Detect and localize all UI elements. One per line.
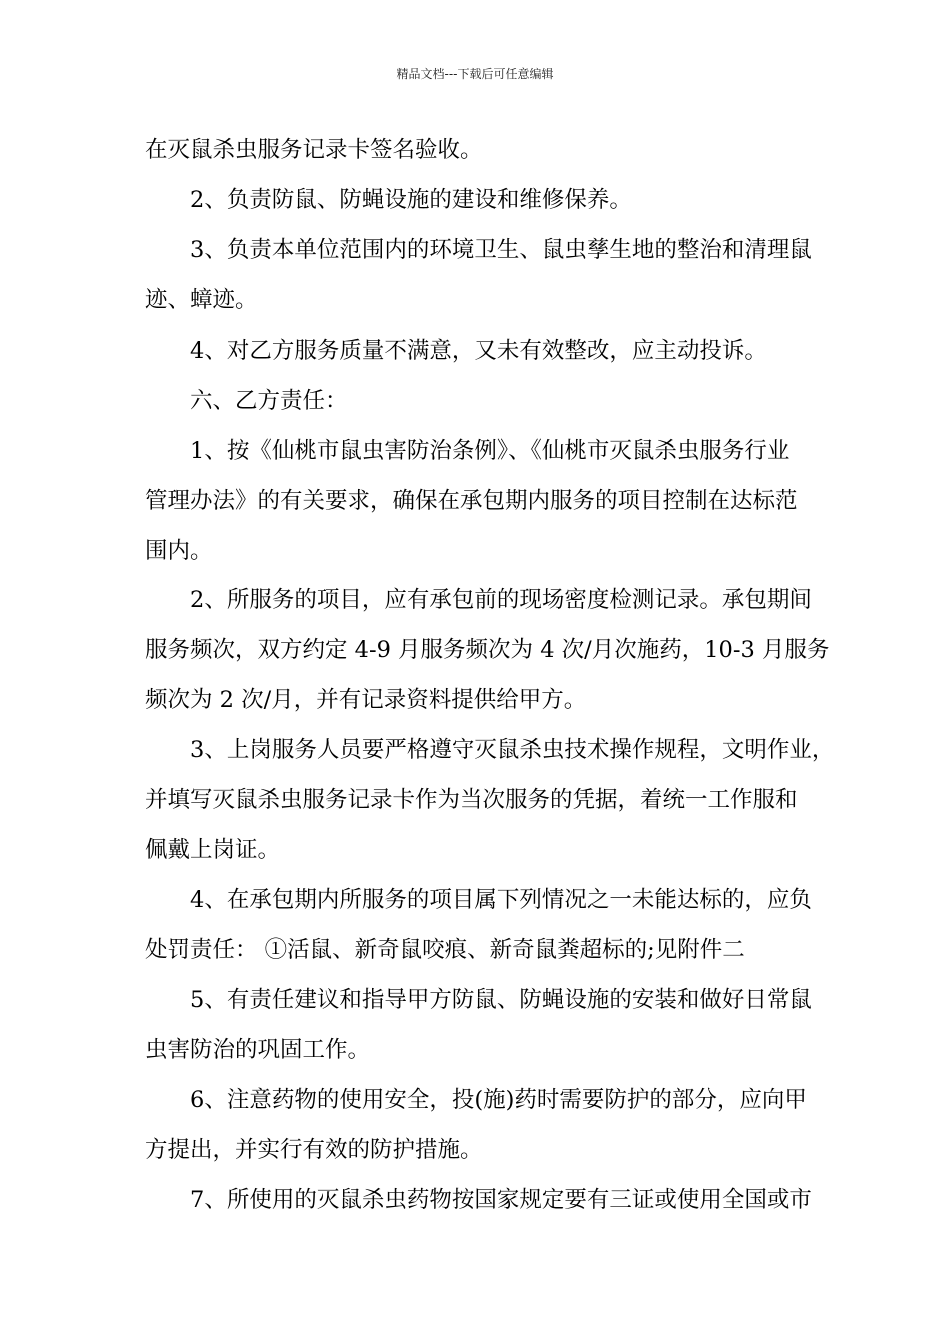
- body-line: 3、上岗服务人员要严格遵守灭鼠杀虫技术操作规程，文明作业，: [190, 737, 835, 763]
- body-line: 7、所使用的灭鼠杀虫药物按国家规定要有三证或使用全国或市: [190, 1187, 812, 1213]
- body-line: 4、在承包期内所服务的项目属下列情况之一未能达标的，应负: [190, 887, 812, 913]
- body-line: 并填写灭鼠杀虫服务记录卡作为当次服务的凭据，着统一工作服和: [145, 787, 798, 813]
- body-line: 迹、蟑迹。: [145, 287, 258, 313]
- body-line: 6、注意药物的使用安全，投(施)药时需要防护的部分，应向甲: [190, 1087, 807, 1113]
- body-line: 方提出，并实行有效的防护措施。: [145, 1137, 483, 1163]
- body-line: 1、按《仙桃市鼠虫害防治条例》、《仙桃市灭鼠杀虫服务行业: [190, 438, 790, 464]
- body-line: 2、所服务的项目，应有承包前的现场密度检测记录。承包期间: [190, 587, 812, 613]
- body-line: 服务频次，双方约定 4-9 月服务频次为 4 次/月次施药，10-3 月服务: [145, 637, 830, 663]
- page-header: 精品文档---下载后可任意编辑: [396, 67, 554, 81]
- body-line: 处罚责任： ①活鼠、新奇鼠咬痕、新奇鼠粪超标的;见附件二: [145, 937, 745, 963]
- body-line: 管理办法》的有关要求，确保在承包期内服务的项目控制在达标范: [145, 488, 798, 514]
- section-heading: 六、乙方责任：: [190, 388, 348, 414]
- body-line: 2、负责防鼠、防蝇设施的建设和维修保养。: [190, 187, 632, 213]
- body-line: 4、对乙方服务质量不满意，又未有效整改，应主动投诉。: [190, 338, 767, 364]
- body-line: 虫害防治的巩固工作。: [145, 1037, 371, 1063]
- body-line: 3、负责本单位范围内的环境卫生、鼠虫孳生地的整治和清理鼠: [190, 237, 812, 263]
- body-line: 围内。: [145, 538, 213, 564]
- body-line: 频次为 2 次/月，并有记录资料提供给甲方。: [145, 687, 587, 713]
- body-line: 佩戴上岗证。: [145, 837, 281, 863]
- body-line: 5、有责任建议和指导甲方防鼠、防蝇设施的安装和做好日常鼠: [190, 987, 812, 1013]
- body-line: 在灭鼠杀虫服务记录卡签名验收。: [145, 137, 483, 163]
